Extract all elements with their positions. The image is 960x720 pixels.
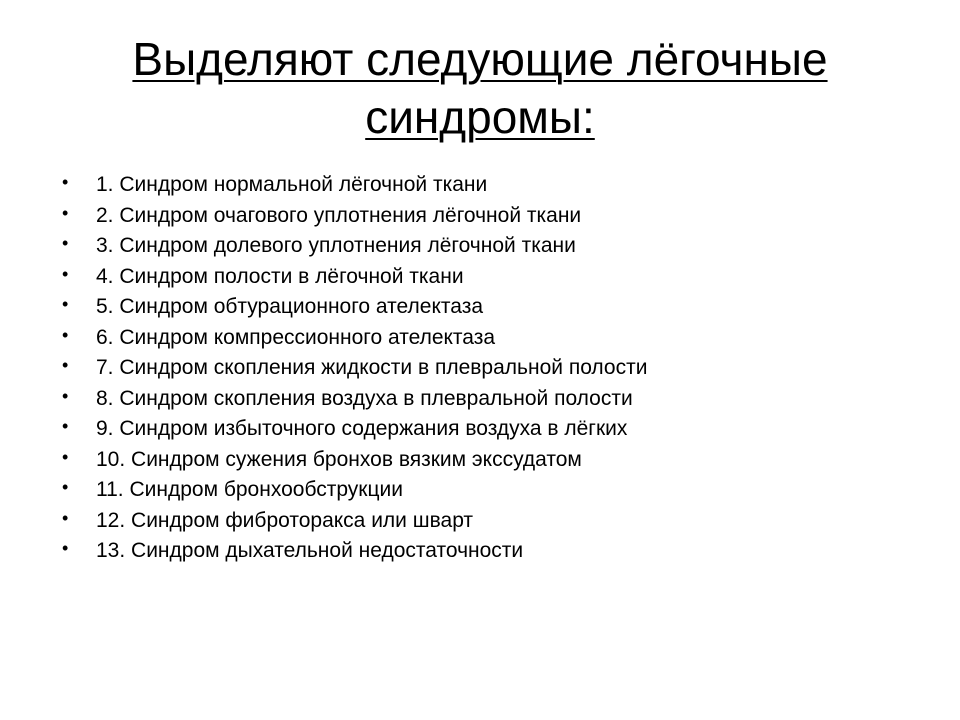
- list-item: [62, 201, 922, 232]
- bullet-icon: •: [62, 355, 69, 375]
- list-item-text: 11. Синдром бронхообструкции: [96, 478, 403, 501]
- bullet-icon: •: [62, 385, 69, 406]
- slide-title: [40, 30, 920, 146]
- bullet-icon: •: [62, 172, 69, 192]
- syndrome-list: [62, 170, 922, 567]
- list-item: [62, 414, 922, 445]
- list-item-text: 1. Синдром нормальной лёгочной ткани: [96, 173, 488, 196]
- list-item-text: 13. Синдром дыхательной недостаточности: [96, 539, 524, 562]
- bullet-icon: •: [62, 202, 69, 223]
- list-item-text: 6. Синдром компрессионного ателектаза: [96, 325, 496, 349]
- list-item: [62, 323, 922, 354]
- list-item-text: 10. Синдром сужения бронхов вязким экссудатом: [96, 447, 582, 471]
- slide-title-line-2: синдромы:: [365, 91, 595, 143]
- bullet-icon: •: [62, 324, 69, 345]
- list-item-text: 4. Синдром полости в лёгочной ткани: [96, 264, 464, 288]
- list-item: [62, 536, 922, 567]
- list-item: [62, 506, 922, 537]
- list-item-text: 7. Синдром скопления жидкости в плевральной полости: [96, 356, 648, 379]
- list-item: [62, 353, 922, 384]
- bullet-icon: •: [62, 263, 69, 284]
- bullet-icon: •: [62, 477, 69, 497]
- list-item-text: 12. Синдром фиброторакса или шварт: [96, 508, 474, 532]
- list-item-text: 8. Синдром скопления воздуха в плевральной полости: [96, 386, 633, 410]
- bullet-icon: •: [62, 446, 69, 467]
- list-item: [62, 445, 922, 476]
- list-item: [62, 231, 922, 262]
- list-item: [62, 384, 922, 415]
- list-item: [62, 262, 922, 293]
- list-item-text: 3. Синдром долевого уплотнения лёгочной ткани: [96, 234, 576, 257]
- list-item: [62, 170, 922, 201]
- list-item: [62, 292, 922, 323]
- bullet-icon: •: [62, 507, 69, 528]
- slide-title-line-1: Выделяют следующие лёгочные: [132, 33, 828, 85]
- list-item-text: 2. Синдром очагового уплотнения лёгочной ткани: [96, 203, 582, 227]
- bullet-icon: •: [62, 416, 69, 436]
- list-item-text: 5. Синдром обтурационного ателектаза: [96, 295, 484, 318]
- list-item: [62, 475, 922, 506]
- bullet-icon: •: [62, 294, 69, 314]
- bullet-icon: •: [62, 538, 69, 558]
- list-item-text: 9. Синдром избыточного содержания воздуха в лёгких: [96, 417, 628, 440]
- bullet-icon: •: [62, 233, 69, 253]
